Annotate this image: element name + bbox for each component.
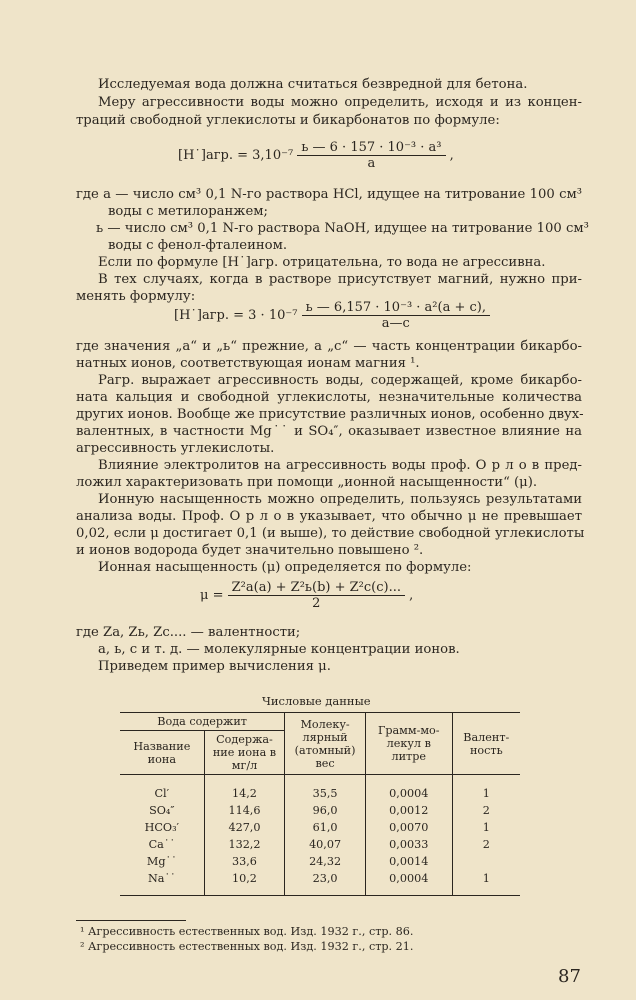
table-cell: 114,6 [204, 802, 285, 819]
paragraph-line: валентных, в частности Mg˙˙ и SO₄″, оказывает известное влияние на [76, 424, 582, 439]
formula-denominator: 2 [228, 595, 405, 611]
table-group-header: Вода содержит [120, 713, 285, 731]
paragraph-line: где Zа, Zь, Zс.... — валентности; [76, 625, 301, 640]
formula-denominator: a [297, 155, 445, 171]
formula-numerator: Z²a(a) + Z²ь(b) + Z²c(c)... [231, 580, 401, 595]
table-cell: Na˙˙ [120, 870, 204, 896]
table-cell: 1 [482, 787, 490, 800]
table-header: Название иона [120, 731, 204, 775]
paragraph-line: ната кальция и свободной углекислоты, незначительные количества [76, 390, 582, 405]
footnote: ² Агрессивность естественных вод. Изд. 1932 г., стр. 21. [80, 940, 414, 953]
formula-fraction [302, 300, 490, 331]
table-cell [452, 853, 520, 870]
formula-aggressiveness [178, 140, 454, 171]
table-cell: 132,2 [204, 836, 285, 853]
paragraph-line: где значения „a“ и „ь“ прежние, а „c“ — часть концентрации бикарбо- [76, 339, 582, 354]
table-cell: 33,6 [204, 853, 285, 870]
table-cell: 2 [482, 804, 490, 817]
table-cell: 0,0004 [365, 870, 452, 896]
table-cell: 0,0012 [365, 802, 452, 819]
formula-numerator: ь — 6,157 · 10⁻³ · a²(a + c), [305, 300, 486, 315]
formula-lhs: μ = [200, 588, 224, 603]
table-cell: Cl′ [120, 775, 204, 803]
paragraph-line: Ионную насыщенность можно определить, пользуясь результатами [98, 492, 582, 507]
formula-magnesium [174, 300, 490, 331]
table-header: Валент-ность [452, 713, 520, 775]
table-cell: 14,2 [204, 775, 285, 803]
table-cell: 1 [482, 821, 490, 834]
footnote: ¹ Агрессивность естественных вод. Изд. 1932 г., стр. 86. [80, 925, 414, 938]
paragraph-line: 0,02, если μ достигает 0,1 (и выше), то действие свободной углекислоты [76, 526, 585, 541]
table-cell: 427,0 [204, 819, 285, 836]
table-cell: 61,0 [285, 819, 366, 836]
paragraph-line: других ионов. Вообще же присутствие различных ионов, особенно двух- [76, 407, 584, 422]
table-cell: 0,0070 [365, 819, 452, 836]
table-cell: 35,5 [285, 775, 366, 803]
table-cell: SO₄″ [120, 802, 204, 819]
formula-numerator: ь — 6 · 157 · 10⁻³ · a³ [301, 140, 442, 155]
paragraph-line: ь — число см³ 0,1 N-го раствора NaOH, идущее на титрование 100 см³ [96, 221, 589, 236]
paragraph-line: воды с метилоранжем; [108, 204, 268, 219]
table-cell: 40,07 [285, 836, 366, 853]
formula-ionic-saturation [200, 580, 413, 611]
formula-comma: , [409, 588, 414, 603]
formula-denominator: a—c [302, 315, 490, 331]
footnote-divider [76, 920, 186, 921]
table-cell: 23,0 [285, 870, 366, 896]
table-cell: 2 [482, 838, 490, 851]
paragraph-line: агрессивность углекислоты. [76, 441, 275, 456]
paragraph-line: ложил характеризовать при помощи „ионной насыщенности“ (μ). [76, 475, 538, 490]
paragraph-line: анализа воды. Проф. О р л о в указывает, что обычно μ не превышает [76, 509, 582, 524]
paragraph-line: В тех случаях, когда в растворе присутствует магний, нужно при- [98, 272, 582, 287]
table-cell: 0,0033 [365, 836, 452, 853]
table-cell: 1 [452, 870, 520, 896]
ion-data-table [120, 712, 520, 896]
table-cell: Ca˙˙ [120, 836, 204, 853]
paragraph-line: менять формулу: [76, 289, 196, 304]
paragraph-line: траций свободной углекислоты и бикарбонатов по формуле: [76, 113, 500, 128]
paragraph-line: Pагр. выражает агрессивность воды, содержащей, кроме бикарбо- [98, 373, 582, 388]
table-cell: 10,2 [204, 870, 285, 896]
formula-fraction [228, 580, 405, 611]
table-cell: Mg˙˙ [120, 853, 204, 870]
table-header: Содержа-ние иона в мг/л [204, 731, 285, 775]
table-cell: 0,0004 [365, 775, 452, 803]
paragraph-line: Меру агрессивности воды можно определить, исходя и из концен- [98, 95, 582, 110]
table-cell: HCO₃′ [120, 819, 204, 836]
table-cell: 0,0014 [365, 853, 452, 870]
formula-comma: , [449, 148, 454, 163]
paragraph-line: и ионов водорода будет значительно повышено ². [76, 543, 424, 558]
paragraph-line: Приведем пример вычисления μ. [98, 659, 331, 674]
table-caption: Числовые данные [262, 694, 371, 708]
table-cell: 96,0 [285, 802, 366, 819]
page-number: 87 [558, 966, 581, 987]
paragraph-line: Влияние электролитов на агрессивность воды проф. О р л о в пред- [98, 458, 582, 473]
table-cell: 24,32 [285, 853, 366, 870]
paragraph-line: Если по формуле [H˙]агр. отрицательна, то вода не агрессивна. [98, 255, 546, 270]
paragraph-line: натных ионов, соответствующая ионам магния ¹. [76, 356, 420, 371]
table-header: Молеку-лярный (атомный) вес [285, 713, 366, 775]
formula-fraction [297, 140, 445, 171]
table-header: Грамм-мо-лекул в литре [365, 713, 452, 775]
paragraph-line: Ионная насыщенность (μ) определяется по формуле: [98, 560, 472, 575]
paragraph-line: Исследуемая вода должна считаться безвредной для бетона. [98, 77, 528, 92]
paragraph-line: где а — число см³ 0,1 N-го раствора HCl, идущее на титрование 100 см³ [76, 187, 582, 202]
formula-lhs: [H˙]агр. = 3,10⁻⁷ [178, 148, 294, 163]
formula-lhs: [H˙]агр. = 3 · 10⁻⁷ [174, 308, 298, 323]
paragraph-line: а, ь, с и т. д. — молекулярные концентрации ионов. [98, 642, 460, 657]
paragraph-line: воды с фенол-фталеином. [108, 238, 288, 253]
